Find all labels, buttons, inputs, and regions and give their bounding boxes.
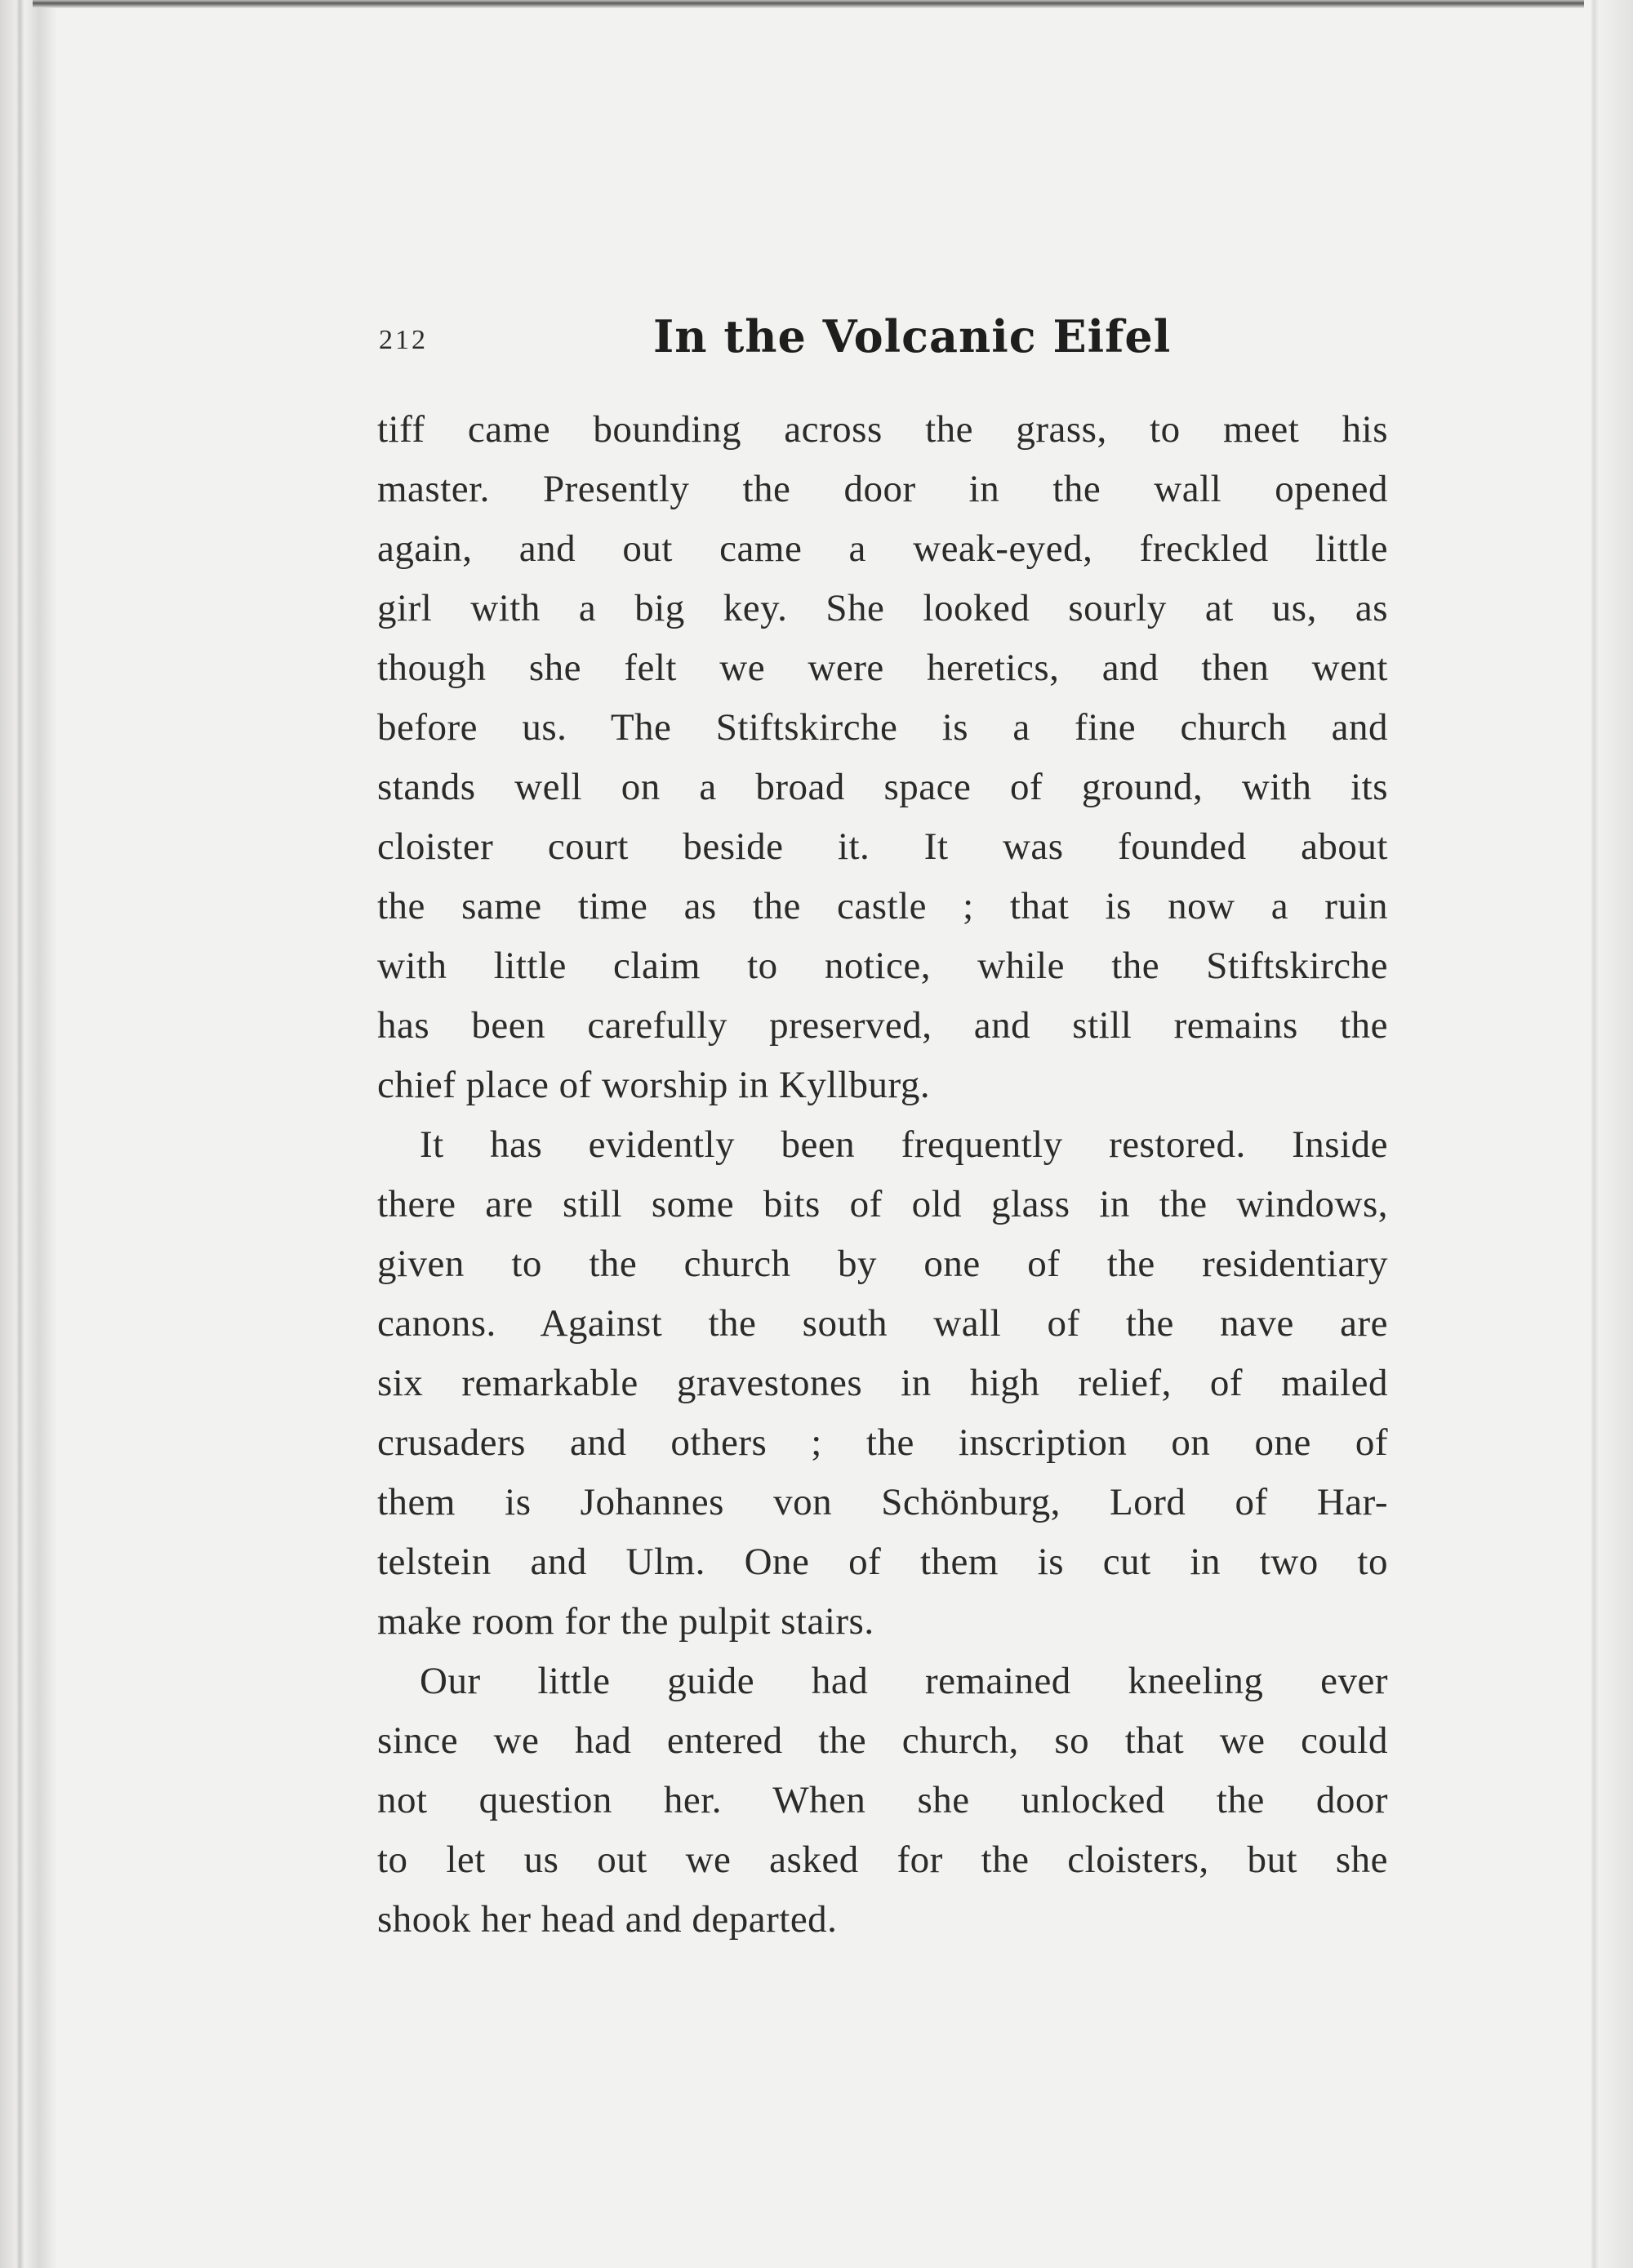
text-line: master. Presently the door in the wall opened: [377, 468, 1388, 510]
text-line: to let us out we asked for the cloisters, but she: [377, 1839, 1388, 1881]
text-line: canons. Against the south wall of the nave are: [377, 1302, 1388, 1345]
text-line: the same time as the castle ; that is now a ruin: [377, 885, 1388, 927]
text-line: It has evidently been frequently restored. Inside: [420, 1123, 1388, 1166]
text-line: crusaders and others ; the inscription on one of: [377, 1421, 1388, 1464]
text-line: chief place of worship in Kyllburg.: [377, 1064, 931, 1106]
text-line: stands well on a broad space of ground, with its: [377, 766, 1388, 808]
text-line: telstein and Ulm. One of them is cut in two to: [377, 1541, 1388, 1583]
running-title: In the Volcanic Eifel: [653, 310, 1172, 362]
page-edge-top: [33, 0, 1584, 8]
text-line: though she felt we were heretics, and then went: [377, 647, 1388, 689]
paragraph: [377, 1652, 1388, 1950]
page-edge-right: [1591, 0, 1633, 2268]
page-number: 212: [379, 325, 428, 355]
running-header: [379, 310, 1388, 367]
paragraph: [377, 400, 1388, 1115]
text-line: given to the church by one of the residentiary: [377, 1243, 1388, 1285]
paragraph: [377, 1115, 1388, 1652]
text-line: tiff came bounding across the grass, to meet his: [377, 408, 1388, 451]
text-line: make room for the pulpit stairs.: [377, 1600, 874, 1643]
text-line: not question her. When she unlocked the door: [377, 1779, 1388, 1821]
page-body-text: [377, 400, 1388, 1950]
text-line: with little claim to notice, while the Stiftskirche: [377, 945, 1388, 987]
text-line: cloister court beside it. It was founded about: [377, 825, 1388, 868]
text-line: there are still some bits of old glass in the windows,: [377, 1183, 1388, 1225]
text-line: them is Johannes von Schönburg, Lord of Har-: [377, 1481, 1388, 1523]
text-line: has been carefully preserved, and still remains the: [377, 1004, 1388, 1047]
text-line: shook her head and departed.: [377, 1898, 838, 1941]
text-line: since we had entered the church, so that we could: [377, 1719, 1388, 1762]
page-edge-left: [0, 0, 57, 2268]
text-line: before us. The Stiftskirche is a fine church and: [377, 706, 1388, 749]
text-line: girl with a big key. She looked sourly at us, as: [377, 587, 1388, 629]
text-line: again, and out came a weak-eyed, freckled little: [377, 527, 1388, 570]
text-line: Our little guide had remained kneeling ever: [420, 1660, 1388, 1702]
text-line: six remarkable gravestones in high relief, of mailed: [377, 1362, 1388, 1404]
